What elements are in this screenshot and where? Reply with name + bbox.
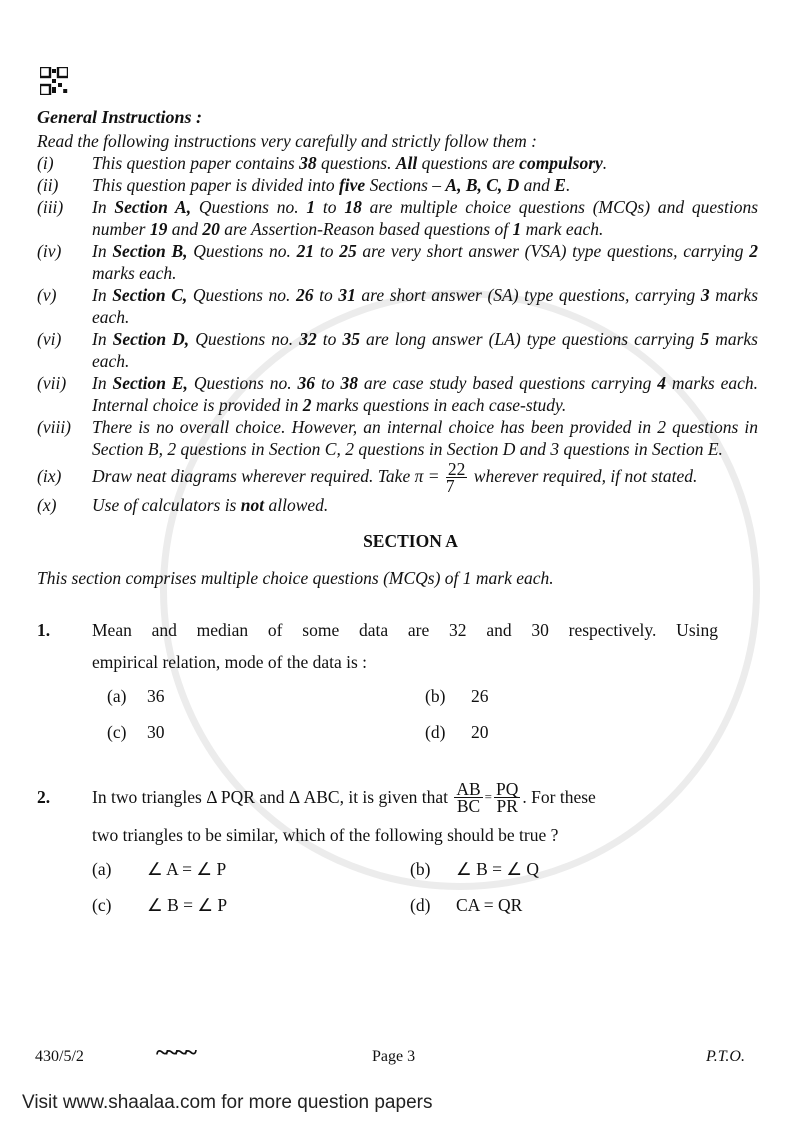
emphasis-text: five (338, 175, 366, 195)
instructions-list (37, 152, 758, 516)
question-2 (37, 775, 758, 923)
text-segment: are case study based questions carrying (357, 373, 658, 393)
option-label: (d) (410, 895, 431, 916)
emphasis-text: E (554, 175, 566, 195)
text-segment: There is no overall choice. However, an internal choice has been provided in 2 questions in Section B, 2 questions in Section C, 2 questions in Section D and 3 questions in Section E. (92, 417, 758, 459)
option-text[interactable]: 36 (147, 686, 165, 707)
section-title: SECTION A (363, 531, 458, 552)
instruction-number: (iv) (37, 241, 62, 261)
emphasis-text: Section B, (112, 241, 188, 261)
emphasis-text: 5 (700, 329, 710, 349)
emphasis-text: 19 (149, 219, 168, 239)
instruction-number: (iii) (37, 197, 64, 217)
option-text[interactable]: 30 (147, 722, 165, 743)
emphasis-text: Section E, (112, 373, 188, 393)
option-label: (b) (425, 686, 446, 707)
emphasis-text: 26 (296, 285, 314, 305)
denominator: BC (456, 795, 481, 816)
option-c[interactable] (107, 714, 425, 750)
option-b[interactable] (410, 851, 710, 887)
emphasis-text: All (395, 153, 418, 173)
instruction-item (37, 240, 758, 284)
text-segment: Questions no. (191, 197, 307, 217)
instructions-intro: Read the following instructions very carefully and strictly follow them : (37, 131, 537, 151)
question-text: empirical relation, mode of the data is : (92, 652, 368, 673)
instruction-item (37, 328, 758, 372)
instruction-text (92, 459, 758, 497)
text-segment: In (92, 197, 115, 217)
denominator: PR (496, 795, 518, 816)
instruction-item (37, 196, 758, 240)
text-segment: are long answer (LA) type questions carrying (359, 329, 701, 349)
emphasis-text: 35 (342, 329, 360, 349)
text-segment: This question paper is divided into (92, 175, 339, 195)
pi-fraction (445, 459, 468, 497)
text-segment: marks each. (92, 329, 758, 371)
text-segment: In (92, 373, 113, 393)
emphasis-text: 21 (296, 241, 315, 261)
option-a[interactable] (107, 678, 425, 714)
text-segment: allowed. (264, 495, 329, 516)
text-segment: to (316, 329, 343, 349)
emphasis-text: 4 (657, 373, 667, 393)
emphasis-text: 3 (700, 285, 710, 305)
text-segment: Use of calculators is (92, 495, 241, 516)
instruction-number: (vi) (37, 329, 62, 349)
instruction-number: (i) (37, 153, 54, 173)
emphasis-text: Section D, (112, 329, 190, 349)
emphasis-text: 25 (339, 241, 357, 261)
text-segment: to (313, 285, 339, 305)
option-text[interactable]: ∠ A = ∠ P (147, 859, 227, 880)
numerator: PQ (496, 778, 519, 799)
text-segment: questions. (316, 153, 396, 173)
option-text[interactable]: 20 (471, 722, 489, 743)
option-a[interactable] (92, 851, 410, 887)
text-segment: and (519, 175, 555, 195)
emphasis-text: 18 (344, 197, 362, 217)
instruction-item (37, 152, 758, 174)
text-segment: In (92, 329, 113, 349)
text-segment: Questions no. (189, 329, 300, 349)
text-segment: are very short answer (VSA) type questions, carrying (356, 241, 750, 261)
question-text-start: In two triangles Δ PQR and Δ ABC, it is given that (92, 787, 448, 808)
question-number: 1. (37, 620, 51, 641)
question-text: two triangles to be similar, which of the following should be true ? (92, 825, 559, 846)
option-d[interactable] (410, 887, 710, 923)
emphasis-text: 38 (299, 153, 317, 173)
emphasis-text: Section C, (112, 285, 188, 305)
instruction-text (92, 240, 758, 284)
text-segment: marks each. (92, 285, 759, 327)
instruction-number: (x) (37, 495, 57, 516)
text-segment: Draw neat diagrams wherever required. Take π = (92, 466, 444, 486)
instruction-item (37, 494, 758, 516)
text-segment: marks each. Internal choice is provided in (92, 373, 759, 415)
emphasis-text: 36 (297, 373, 316, 393)
text-segment: questions are (417, 153, 520, 173)
emphasis-text: A, B, C, D (445, 175, 520, 195)
emphasis-text: 31 (338, 285, 356, 305)
text-segment: In (92, 285, 113, 305)
option-label: (d) (425, 722, 446, 743)
instruction-item (37, 459, 758, 497)
option-label: (a) (107, 686, 127, 707)
text-segment: wherever required, if not stated. (469, 466, 698, 486)
text-segment: are short answer (SA) type questions, carrying (355, 285, 701, 305)
question-text-end: . For these (522, 787, 596, 808)
emphasis-text: 20 (202, 219, 220, 239)
fraction-pq-pr (494, 778, 520, 816)
instruction-number: (ix) (37, 466, 62, 486)
text-segment: This question paper contains (92, 153, 300, 173)
option-c[interactable] (92, 887, 410, 923)
question-text: Mean and median of some data are 32 and 30 respectively. Using (92, 620, 718, 641)
page-number: Page 3 (372, 1048, 416, 1065)
instruction-text (92, 196, 758, 240)
option-label: (c) (92, 895, 112, 916)
text-segment: Questions no. (187, 285, 296, 305)
text-segment: to (314, 241, 340, 261)
section-description: This section comprises multiple choice questions (MCQs) of 1 mark each. (37, 568, 554, 589)
text-segment: Questions no. (187, 373, 298, 393)
numerator: AB (456, 778, 481, 799)
numerator: 22 (447, 459, 466, 480)
instruction-text (92, 494, 758, 516)
text-segment: are Assertion-Reason based questions of (219, 219, 513, 239)
option-text[interactable]: CA = QR (456, 895, 523, 916)
question-text (92, 775, 758, 819)
text-segment: marks questions in each case-study. (311, 395, 567, 415)
instructions-heading: General Instructions : (37, 107, 203, 127)
instruction-item (37, 416, 758, 460)
instruction-text (92, 174, 758, 196)
text-segment: are multiple choice questions (MCQs) and questions number (92, 197, 759, 239)
paper-code: 430/5/2 (35, 1048, 84, 1065)
promo-link[interactable]: Visit www.shaalaa.com for more question papers (22, 1092, 433, 1113)
emphasis-text: 2 (302, 395, 312, 415)
page-content (37, 104, 758, 923)
emphasis-text: 2 (749, 241, 759, 261)
instruction-item (37, 174, 758, 196)
equals-sign: = (484, 789, 493, 805)
fraction-ab-bc (454, 778, 482, 816)
instruction-item (37, 284, 758, 328)
option-text[interactable]: 26 (471, 686, 489, 707)
question-number: 2. (37, 787, 51, 808)
option-d[interactable] (425, 714, 725, 750)
text-segment: to (315, 197, 345, 217)
text-segment: and (167, 219, 203, 239)
question-1 (37, 614, 758, 750)
emphasis-text: compulsory (519, 153, 603, 173)
denominator: 7 (445, 476, 455, 497)
emphasis-text: 1 (306, 197, 316, 217)
instruction-number: (vii) (37, 373, 67, 393)
text-segment: . (565, 175, 571, 195)
option-label: (a) (92, 859, 112, 880)
ornament: ~~~~ (156, 1040, 194, 1066)
text-segment: In (92, 241, 113, 261)
text-segment: to (315, 373, 341, 393)
text-segment: marks each. (92, 263, 177, 283)
text-segment: . (602, 153, 608, 173)
instruction-number: (ii) (37, 175, 59, 195)
emphasis-text: 32 (299, 329, 317, 349)
option-label: (b) (410, 859, 431, 880)
text-segment: Questions no. (187, 241, 297, 261)
pto-label: P.T.O. (706, 1048, 745, 1065)
text-segment: mark each. (521, 219, 604, 239)
instruction-text (92, 284, 758, 328)
option-text[interactable]: ∠ B = ∠ Q (456, 859, 540, 880)
emphasis-text: 1 (512, 219, 522, 239)
emphasis-text: 38 (340, 373, 358, 393)
instruction-text (92, 372, 758, 416)
option-text[interactable]: ∠ B = ∠ P (147, 895, 228, 916)
instruction-item (37, 372, 758, 416)
qr-code-icon (40, 67, 68, 95)
emphasis-text: not (240, 495, 265, 516)
instruction-text (92, 328, 758, 372)
instruction-text (92, 416, 758, 460)
option-label: (c) (107, 722, 127, 743)
instruction-text (92, 152, 758, 174)
instruction-number: (v) (37, 285, 57, 305)
option-b[interactable] (425, 678, 725, 714)
text-segment: Sections – (365, 175, 446, 195)
instruction-number: (viii) (37, 417, 72, 437)
emphasis-text: Section A, (114, 197, 192, 217)
